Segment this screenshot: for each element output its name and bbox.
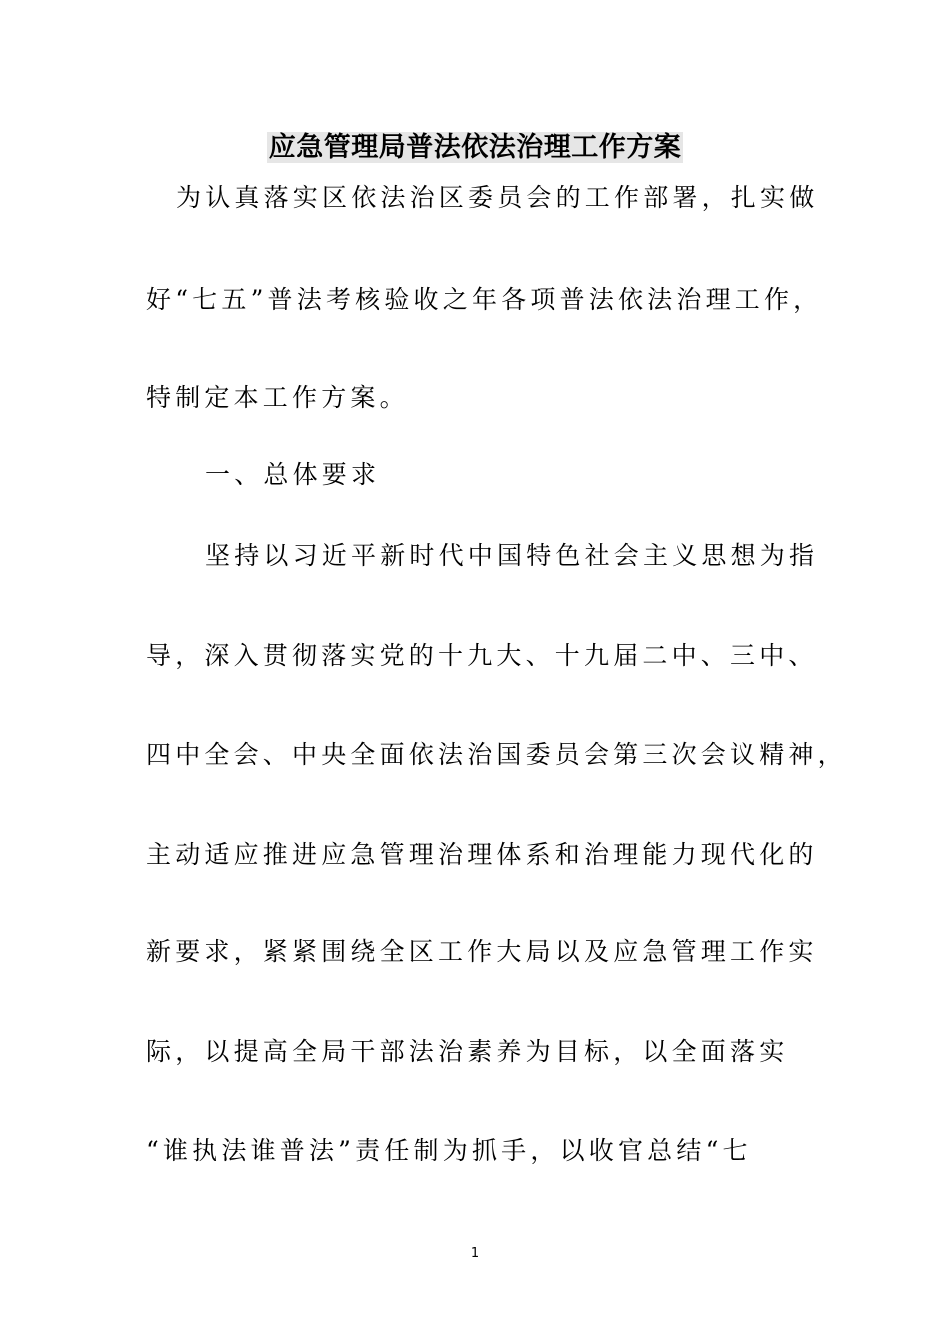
paragraph-line-8: 新要求，紧紧围绕全区工作大局以及应急管理工作实 — [146, 937, 818, 966]
paragraph-line-4: 坚持以习近平新时代中国特色社会主义思想为指 — [205, 541, 819, 570]
paragraph-line-6: 四中全会、中央全面依法治国委员会第三次会议精神， — [146, 740, 847, 769]
paragraph-line-7: 主动适应推进应急管理治理体系和治理能力现代化的 — [146, 840, 818, 869]
paragraph-line-5: 导，深入贯彻落实党的十九大、十九届二中、三中、 — [146, 641, 818, 670]
document-title — [0, 128, 950, 168]
paragraph-line-2: 好“七五”普法考核验收之年各项普法依法治理工作， — [146, 285, 823, 314]
paragraph-line-9: 际，以提高全局干部法治素养为目标，以全面落实 — [146, 1037, 789, 1066]
section-heading: 一、总体要求 — [205, 460, 381, 489]
paragraph-line-3: 特制定本工作方案。 — [146, 383, 409, 412]
paragraph-line-1: 为认真落实区依法治区委员会的工作部署，扎实做 — [176, 183, 819, 212]
page-number: 1 — [470, 1246, 480, 1261]
document-title-text: 应急管理局普法依法治理工作方案 — [268, 132, 682, 163]
paragraph-line-10: “谁执法谁普法”责任制为抓手，以收官总结“七 — [146, 1136, 752, 1165]
